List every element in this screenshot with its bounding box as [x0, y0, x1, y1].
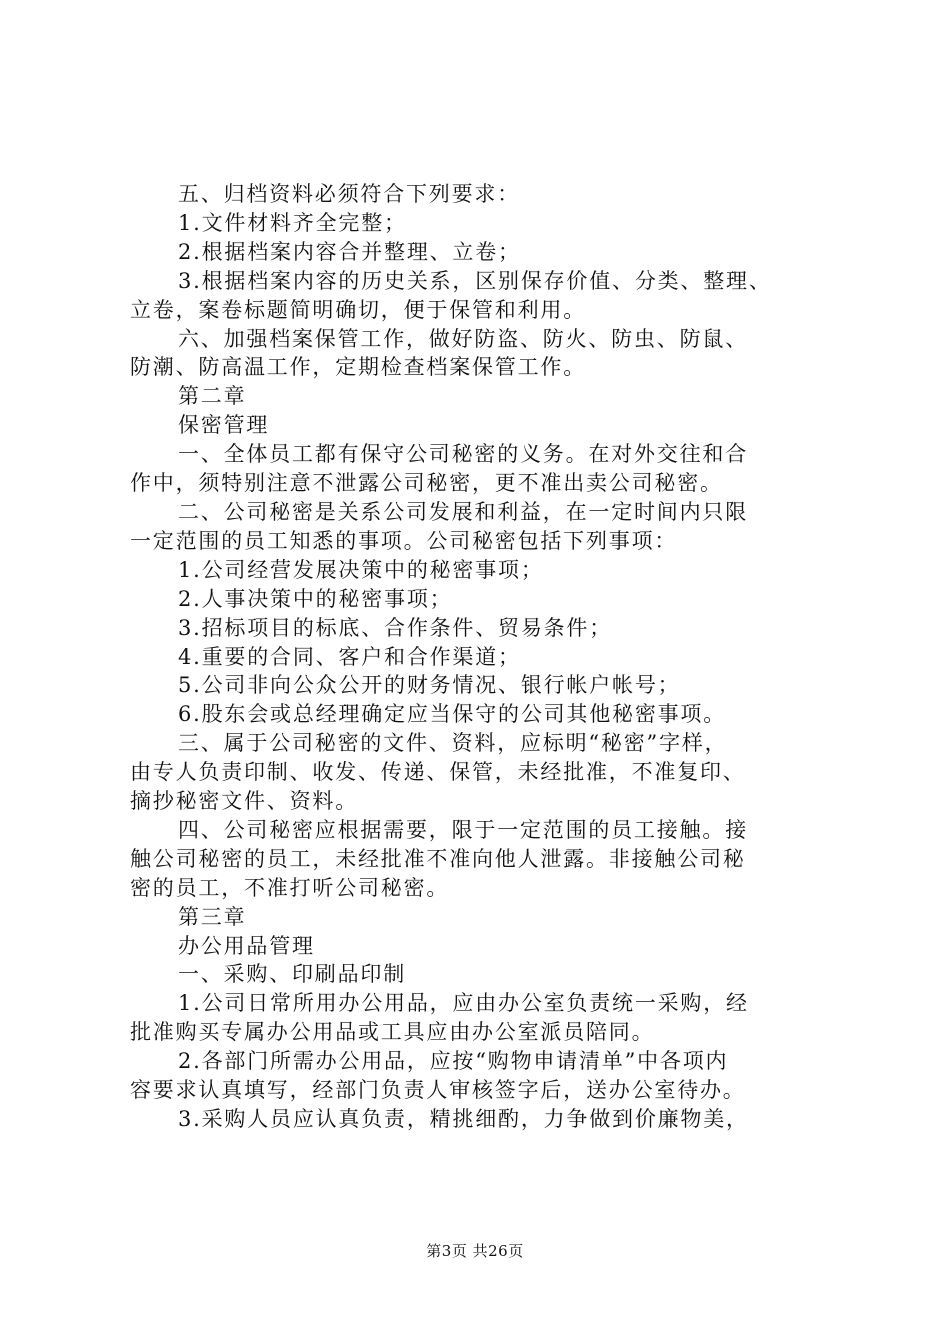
text-line: 2.人事决策中的秘密事项； — [178, 586, 453, 611]
text-line: 密的员工，不准打听公司秘密。 — [130, 875, 450, 900]
text-line: 作中，须特别注意不泄露公司秘密，更不准出卖公司秘密。 — [130, 471, 723, 496]
text-line: 摘抄秘密文件、资料。 — [130, 789, 358, 814]
text-line: 由专人负责印制、收发、传递、保管，未经批准，不准复印、 — [130, 760, 746, 785]
text-line: 2.根据档案内容合并整理、立卷； — [178, 239, 521, 264]
text-line: 三、属于公司秘密的文件、资料，应标明“秘密”字样， — [178, 731, 728, 756]
text-line: 四、公司秘密应根据需要，限于一定范围的员工接触。接 — [178, 817, 748, 842]
text-line: 3.招标项目的标底、合作条件、贸易条件； — [178, 615, 613, 640]
text-line: 5.公司非向公众公开的财务情况、银行帐户帐号； — [178, 673, 681, 698]
text-line: 3.采购人员应认真负责，精挑细酌，力争做到价廉物美， — [178, 1107, 749, 1131]
text-line: 1.公司经营发展决策中的秘密事项； — [178, 557, 544, 582]
text-line: 六、加强档案保管工作，做好防盗、防火、防虫、防鼠、 — [178, 326, 748, 351]
text-line: 第二章 — [178, 384, 247, 409]
text-line: 1.文件材料齐全完整； — [178, 210, 407, 235]
text-line: 一、采购、印刷品印制 — [178, 962, 406, 987]
text-line: 6.股东会或总经理确定应当保守的公司其他秘密事项。 — [178, 702, 727, 727]
text-line: 1.公司日常所用办公用品，应由办公室负责统一采购，经 — [178, 991, 749, 1016]
text-line: 批准购买专属办公用品或工具应由办公室派员陪同。 — [130, 1020, 655, 1045]
text-line: 一定范围的员工知悉的事项。公司秘密包括下列事项： — [130, 528, 678, 553]
text-line: 4.重要的合同、客户和合作渠道； — [178, 644, 521, 669]
page-footer: 第3页 共26页 — [426, 1242, 524, 1260]
text-line: 2.各部门所需办公用品，应按“购物申请清单”中各项内 — [178, 1049, 729, 1074]
text-line: 一、全体员工都有保守公司秘密的义务。在对外交往和合 — [178, 442, 748, 467]
text-line: 触公司秘密的员工，未经批准不准向他人泄露。非接触公司秘 — [130, 846, 746, 871]
text-line: 保密管理 — [178, 413, 270, 438]
text-line: 立卷，案卷标题简明确切，便于保管和利用。 — [130, 297, 586, 322]
text-line: 办公用品管理 — [178, 933, 315, 958]
text-line: 五、归档资料必须符合下列要求： — [178, 182, 520, 206]
text-line: 容要求认真填写，经部门负责人审核签字后，送办公室待办。 — [130, 1078, 746, 1103]
text-line: 二、公司秘密是关系公司发展和利益，在一定时间内只限 — [178, 499, 748, 524]
text-line: 第三章 — [178, 904, 247, 929]
document-body — [130, 180, 850, 1134]
text-line: 3.根据档案内容的历史关系，区别保存价值、分类、整理、 — [178, 268, 772, 293]
text-line: 防潮、防高温工作，定期检查档案保管工作。 — [130, 355, 586, 380]
